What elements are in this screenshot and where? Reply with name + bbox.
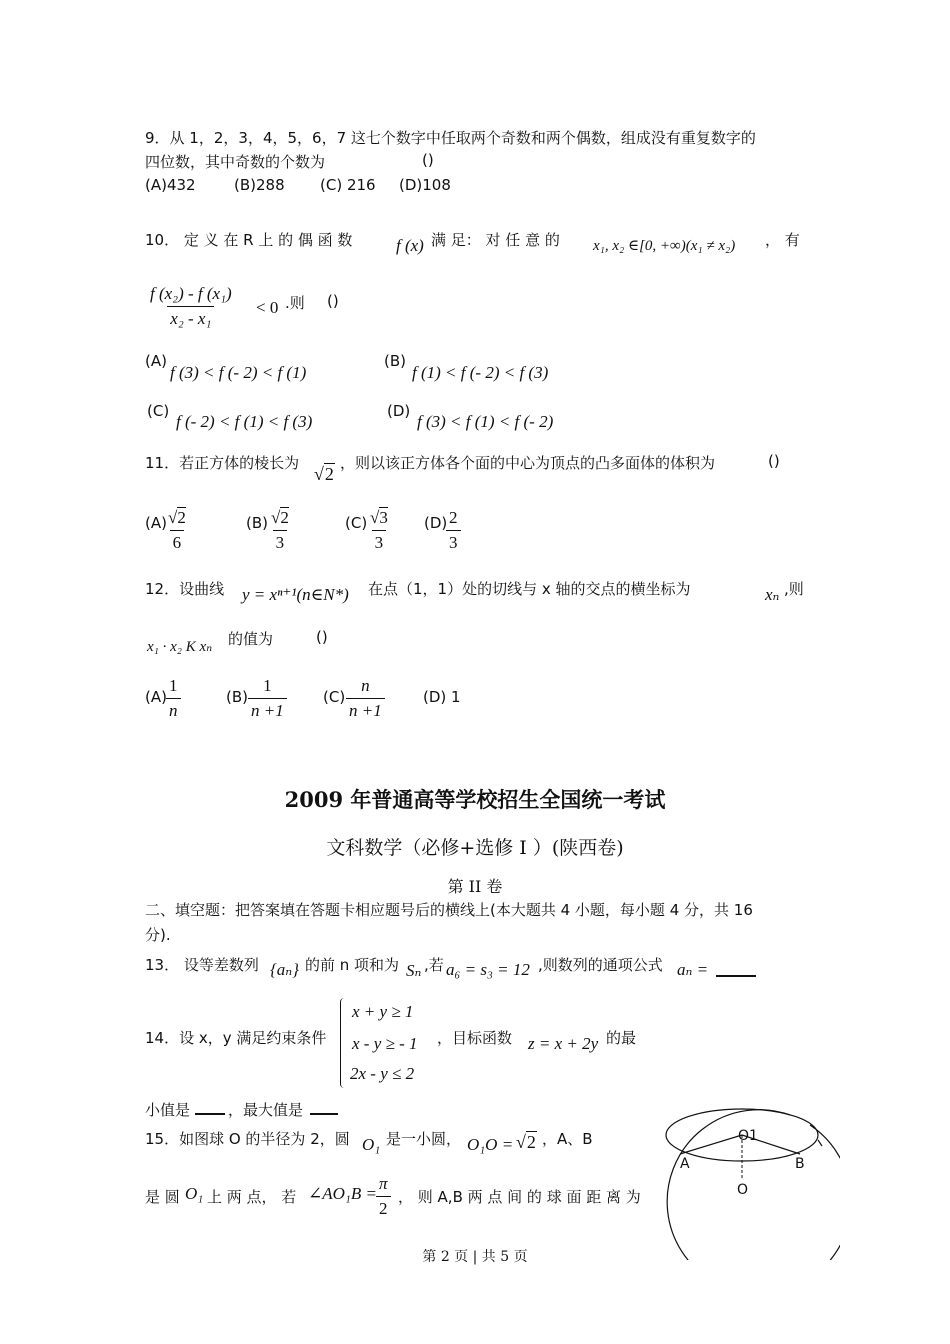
q11-c-num: 3 — [379, 508, 388, 527]
q11-rad: 2 — [324, 464, 334, 484]
q14-line2b: ，最大值是 — [228, 1101, 304, 1119]
fig-label-o1: O1 — [738, 1128, 758, 1144]
q10-option-a-label: (A) — [145, 352, 167, 370]
q12-option-a-label: (A) — [145, 688, 167, 706]
q15-line2b: 上 两 点， 若 — [207, 1188, 297, 1206]
q15-line2a: 是 圆 — [145, 1188, 180, 1206]
segment-o1-a — [680, 1135, 742, 1154]
q14-mid: ，目标函数 — [437, 1029, 513, 1047]
q12-option-d: (D) 1 — [423, 688, 461, 706]
q15-rad: 2 — [526, 1132, 536, 1152]
q10-suffix: ， 有 — [765, 231, 800, 249]
q10-then: .则 — [285, 294, 305, 312]
q14-brace — [340, 998, 344, 1088]
q14-prefix: 14．设 x，y 满足约束条件 — [145, 1029, 327, 1047]
sphere-tick — [818, 1140, 822, 1146]
q11-option-c: $\frac{√3}{3}$ — [370, 508, 388, 552]
q11-paren: () — [768, 452, 780, 470]
q12-mid: 在点（1，1）处的切线与 x 轴的交点的横坐标为 — [368, 580, 691, 598]
q15-sqrt: √2 — [516, 1132, 536, 1152]
q10-func: f (x) — [396, 236, 424, 255]
q13-sequence: {aₙ} — [270, 960, 299, 979]
page-footer: 第 2 页 | 共 5 页 — [422, 1249, 528, 1265]
q12-b-den: n +1 — [248, 698, 287, 721]
q14-constraint-2: x - y ≥ - 1 — [352, 1034, 418, 1053]
q12-option-c-label: (C) — [323, 688, 346, 706]
q15-o1: O₁ — [362, 1135, 381, 1154]
q12-prefix: 12．设曲线 — [145, 580, 225, 598]
q12-product: x₁ · x₂ K xₙ — [147, 639, 213, 655]
q14-constraint-1: x + y ≥ 1 — [352, 1002, 414, 1021]
q11-suffix: ，则以该正方体各个面的中心为顶点的凸多面体的体积为 — [340, 454, 716, 472]
q11-option-c-label: (C) — [345, 514, 368, 532]
q10-paren: () — [327, 292, 339, 310]
q14-constraint-3: 2x - y ≤ 2 — [350, 1064, 415, 1083]
q11-d-den: 3 — [446, 530, 461, 553]
q15-two: 2 — [376, 1196, 391, 1219]
q12-c-num: n — [361, 676, 370, 695]
sphere-figure — [650, 1090, 840, 1260]
q10-prefix: 10． 定 义 在 R 上 的 偶 函 数 — [145, 231, 353, 249]
q10-frac-den: x₂ - x₁ — [167, 306, 214, 329]
q11-option-d-label: (D) — [424, 514, 448, 532]
q13-condition: a₆ = s₃ = 12 — [446, 960, 530, 979]
q11-option-b: $\frac{√2}{3}$ — [271, 508, 289, 552]
q10-option-b: f (1) < f (- 2) < f (3) — [412, 363, 549, 382]
q10-option-c-label: (C) — [147, 402, 170, 420]
q9-option-c: (C) 216 — [320, 176, 376, 194]
q15-mid: 是一小圆， — [386, 1130, 462, 1148]
q12-option-c — [346, 676, 385, 721]
q9-paren: () — [422, 151, 434, 169]
q15-o1b: O₁ — [185, 1184, 204, 1203]
q12-option-b — [248, 676, 287, 721]
q9-option-d: (D)108 — [399, 176, 451, 194]
q12-xn: xₙ — [765, 585, 780, 604]
q15-pi: π — [379, 1174, 388, 1193]
volume-label: 第 II 卷 — [447, 877, 503, 896]
q12-c-den: n +1 — [346, 698, 385, 721]
q9-line2: 四位数，其中奇数的个数为 — [145, 153, 326, 171]
q13-an: aₙ = — [677, 960, 709, 979]
q11-sqrt: √2 — [314, 464, 334, 484]
q10-option-c: f (- 2) < f (1) < f (3) — [176, 412, 313, 431]
q11-d-num: 2 — [449, 508, 458, 527]
q9-line1: 9．从 1，2，3，4，5，6，7 这七个数字中任取两个奇数和两个偶数，组成没有重复数字的 — [145, 129, 756, 147]
section2-line2: 分). — [145, 926, 171, 944]
q10-inequality: < 0 — [256, 298, 279, 317]
q11-a-num: 2 — [177, 508, 186, 527]
q14-max-blank[interactable] — [310, 1103, 338, 1115]
q10-option-d-label: (D) — [387, 402, 411, 420]
q11-b-den: 3 — [273, 530, 288, 553]
q12-paren: () — [316, 628, 328, 646]
q10-frac-num: f (x₂) - f (x₁) — [150, 284, 232, 303]
section2-line1: 二、填空题：把答案填在答题卡相应题号后的横线上(本大题共 4 小题，每小题 4 分，共 16 — [145, 901, 753, 919]
q12-a-den: n — [166, 698, 181, 721]
q14-target: z = x + 2y — [528, 1034, 599, 1053]
q12-option-b-label: (B) — [226, 688, 248, 706]
q10-condition: x₁, x₂ ∈[0, +∞)(x₁ ≠ x₂) — [593, 238, 736, 254]
q13-if: ,若 — [424, 956, 444, 974]
q10-fraction — [147, 284, 235, 329]
q15-suffix: ，A、B — [542, 1130, 593, 1148]
q9-option-a: (A)432 — [145, 176, 196, 194]
q15-line2c: ， 则 A,B 两 点 间 的 球 面 距 离 为 — [398, 1188, 641, 1206]
q15-dist: O₁O = — [467, 1135, 514, 1154]
q11-c-den: 3 — [372, 530, 387, 553]
q14-suffix: 的最 — [606, 1029, 637, 1047]
q13-sn: Sₙ — [406, 961, 422, 980]
q12-value-of: 的值为 — [228, 630, 274, 648]
q15-angle: ∠AO₁B = — [308, 1184, 377, 1203]
q13-suffix: ,则数列的通项公式 — [538, 956, 663, 974]
q12-suffix: ,则 — [784, 580, 804, 598]
q11-a-den: 6 — [170, 530, 185, 553]
q13-answer-blank[interactable] — [716, 965, 756, 977]
q12-curve: y = xⁿ⁺¹(n∈N*) — [242, 585, 349, 604]
fig-label-b: B — [795, 1156, 805, 1172]
q12-option-a — [166, 676, 181, 721]
q15-prefix: 15．如图球 O 的半径为 2，圆 — [145, 1130, 350, 1148]
fig-label-o: O — [737, 1182, 749, 1198]
fig-label-a: A — [680, 1156, 690, 1172]
exam-subtitle: 文科数学（必修+选修 I ）(陕西卷) — [326, 837, 624, 859]
q14-min-blank[interactable] — [195, 1103, 225, 1115]
q12-a-num: 1 — [169, 676, 178, 695]
q14-line2a: 小值是 — [145, 1101, 191, 1119]
q11-option-a-label: (A) — [145, 514, 167, 532]
q10-option-d: f (3) < f (1) < f (- 2) — [417, 412, 554, 431]
q10-option-a: f (3) < f (- 2) < f (1) — [170, 363, 307, 382]
q11-b-num: 2 — [280, 508, 289, 527]
q12-b-num: 1 — [263, 676, 272, 695]
q15-pi-over-two — [376, 1174, 391, 1219]
q11-prefix: 11．若正方体的棱长为 — [145, 454, 300, 472]
q11-option-a: $\frac{√2}{6}$ — [168, 508, 186, 552]
q10-option-b-label: (B) — [384, 352, 406, 370]
q11-option-d — [446, 508, 461, 553]
q13-mid: 的前 n 项和为 — [305, 956, 400, 974]
q13-prefix: 13． 设等差数列 — [145, 956, 259, 974]
exam-title: 2009 年普通高等学校招生全国统一考试 — [284, 787, 666, 812]
q10-mid: 满 足： 对 任 意 的 — [431, 231, 560, 249]
q11-option-b-label: (B) — [246, 514, 268, 532]
q9-option-b: (B)288 — [234, 176, 285, 194]
